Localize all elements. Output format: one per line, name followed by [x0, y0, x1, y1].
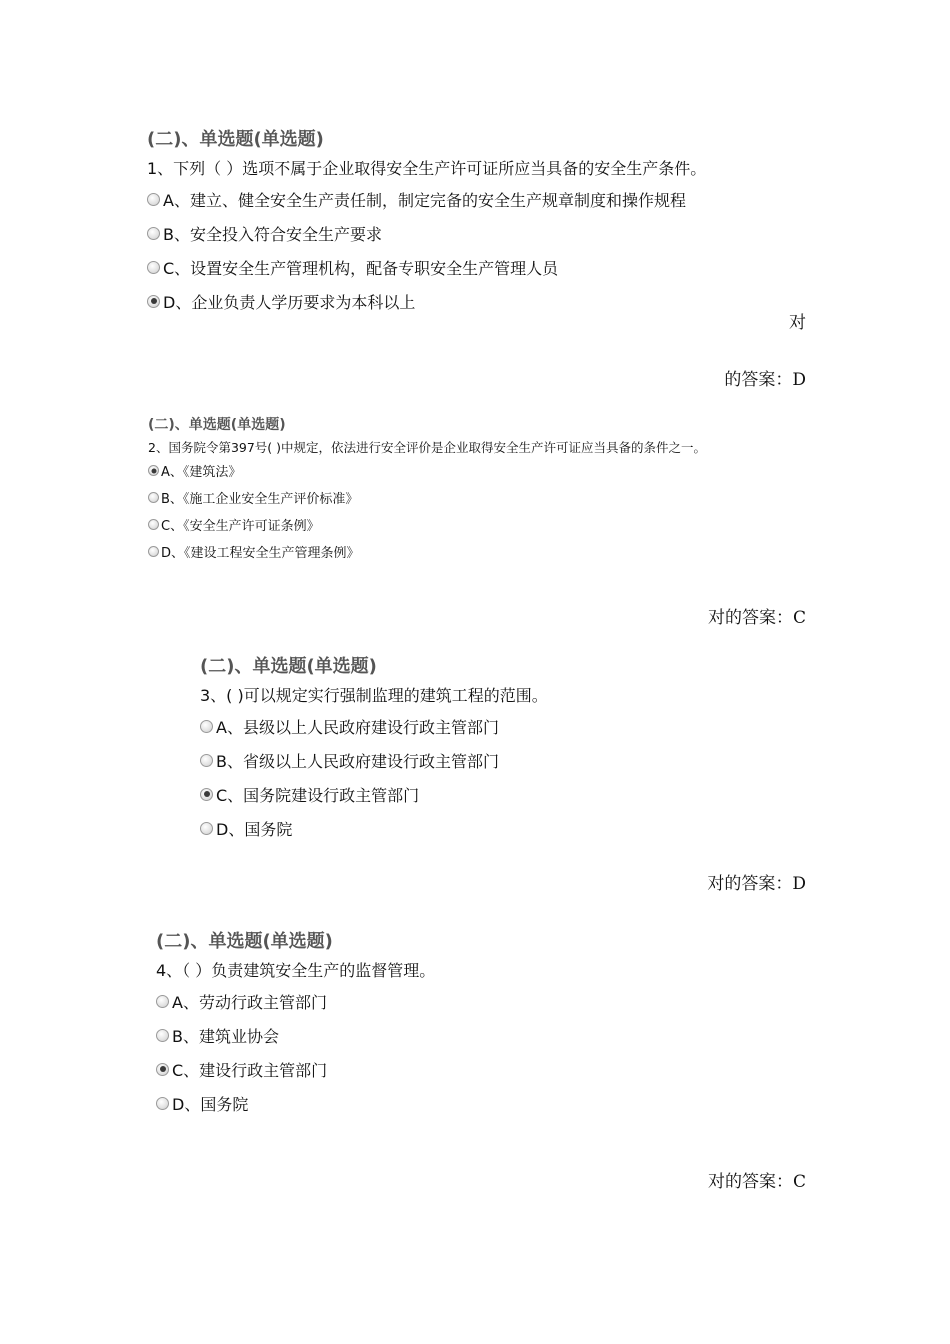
option-label: B、省级以上人民政府建设行政主管部门	[216, 751, 499, 771]
option-a[interactable]	[200, 709, 548, 743]
answer-text: 对的答案：C	[707, 608, 806, 628]
radio-unchecked-icon[interactable]	[156, 995, 169, 1008]
radio-unchecked-icon[interactable]	[148, 519, 159, 530]
option-b[interactable]	[148, 484, 706, 511]
radio-unchecked-icon[interactable]	[147, 261, 160, 274]
option-a[interactable]	[148, 457, 706, 484]
option-d[interactable]	[200, 811, 548, 845]
option-c[interactable]	[147, 250, 706, 284]
option-label: C、《安全生产许可证条例》	[161, 519, 320, 534]
option-label: C、建设行政主管部门	[172, 1060, 328, 1080]
question-text: 1、下列（ ）选项不属于企业取得安全生产许可证所应当具备的安全生产条件。	[147, 159, 707, 178]
option-d[interactable]	[156, 1086, 435, 1120]
option-label: D、《建设工程安全生产管理条例》	[161, 546, 360, 561]
option-label: A、《建筑法》	[161, 465, 242, 480]
option-label: D、国务院	[216, 819, 293, 839]
answer-text: 对的答案：D	[707, 874, 806, 894]
radio-unchecked-icon[interactable]	[200, 822, 213, 835]
answer-text: 对的答案：C	[707, 1172, 806, 1192]
option-a[interactable]	[156, 984, 435, 1018]
option-a[interactable]	[147, 182, 706, 216]
option-label: B、安全投入符合安全生产要求	[163, 224, 382, 244]
answer-text: 的答案：D	[724, 370, 806, 390]
option-label: A、县级以上人民政府建设行政主管部门	[216, 717, 499, 737]
question-block-4	[156, 930, 435, 1120]
option-label: B、《施工企业安全生产评价标准》	[161, 492, 359, 507]
option-label: C、国务院建设行政主管部门	[216, 785, 420, 805]
radio-unchecked-icon[interactable]	[148, 546, 159, 557]
radio-unchecked-icon[interactable]	[156, 1097, 169, 1110]
radio-unchecked-icon[interactable]	[147, 227, 160, 240]
question-text: 2、国务院令第397号( )中规定，依法进行安全评价是企业取得安全生产许可证应当具备的条件之一。	[148, 440, 707, 455]
option-c[interactable]	[148, 511, 706, 538]
question-text: 3、( )可以规定实行强制监理的建筑工程的范围。	[200, 686, 548, 705]
question-block-2	[148, 415, 706, 565]
section-title: (二)、单选题(单选题)	[147, 129, 324, 150]
section-title: (二)、单选题(单选题)	[156, 931, 333, 952]
section-title: (二)、单选题(单选题)	[200, 656, 377, 677]
section-title: (二)、单选题(单选题)	[148, 417, 286, 433]
answer-prefix: 对	[789, 313, 806, 333]
option-d[interactable]	[147, 284, 706, 318]
radio-checked-icon[interactable]	[200, 788, 213, 801]
radio-unchecked-icon[interactable]	[200, 720, 213, 733]
option-c[interactable]	[200, 777, 548, 811]
radio-checked-icon[interactable]	[156, 1063, 169, 1076]
option-label: C、设置安全生产管理机构，配备专职安全生产管理人员	[163, 258, 559, 278]
option-b[interactable]	[147, 216, 706, 250]
question-block-3	[200, 655, 548, 845]
radio-checked-icon[interactable]	[148, 465, 159, 476]
option-d[interactable]	[148, 538, 706, 565]
radio-checked-icon[interactable]	[147, 295, 160, 308]
option-c[interactable]	[156, 1052, 435, 1086]
radio-unchecked-icon[interactable]	[147, 193, 160, 206]
radio-unchecked-icon[interactable]	[200, 754, 213, 767]
option-label: D、国务院	[172, 1094, 249, 1114]
option-b[interactable]	[156, 1018, 435, 1052]
option-label: A、建立、健全安全生产责任制，制定完备的安全生产规章制度和操作规程	[163, 190, 686, 210]
option-label: B、建筑业协会	[172, 1026, 279, 1046]
question-block-1	[147, 128, 706, 318]
option-label: D、企业负责人学历要求为本科以上	[163, 292, 416, 312]
radio-unchecked-icon[interactable]	[156, 1029, 169, 1042]
radio-unchecked-icon[interactable]	[148, 492, 159, 503]
question-text: 4、（ ）负责建筑安全生产的监督管理。	[156, 961, 436, 980]
option-label: A、劳动行政主管部门	[172, 992, 327, 1012]
option-b[interactable]	[200, 743, 548, 777]
